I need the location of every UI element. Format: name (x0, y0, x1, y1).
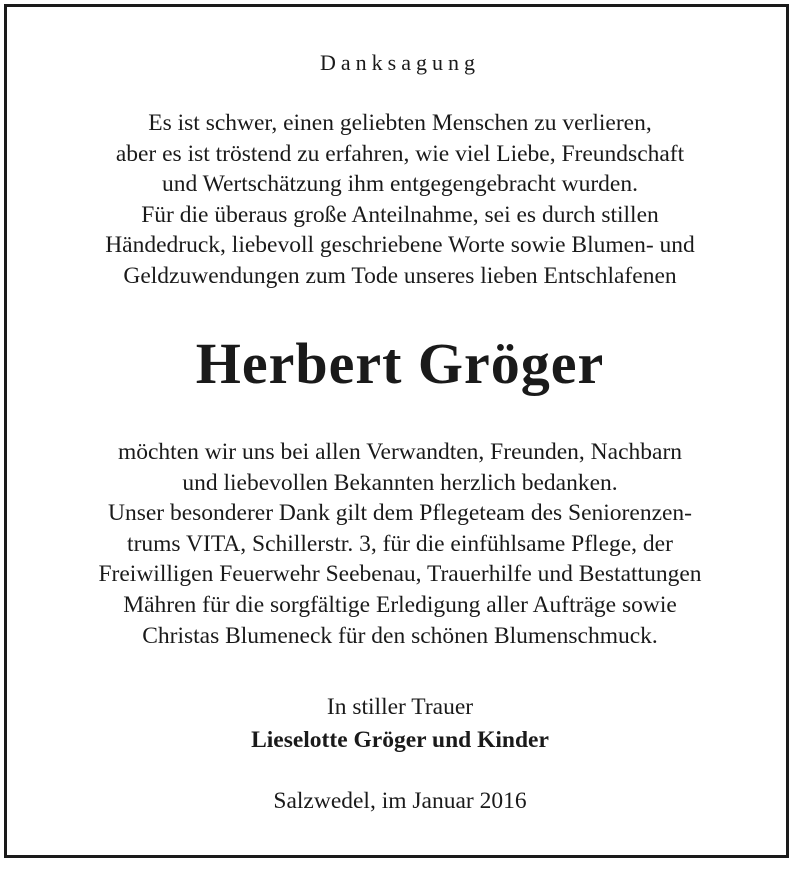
notice-heading: Danksagung (320, 50, 480, 75)
mourning-text: In stiller Trauer (326, 694, 474, 720)
thanks-line: Mähren für die sorgfältige Erledigung aller Aufträge sowie (123, 591, 677, 618)
thanks-line: möchten wir uns bei allen Verwandten, Freunden, Nachbarn (117, 439, 683, 465)
intro-line: aber es ist tröstend zu erfahren, wie viel Liebe, Freundschaft (115, 140, 685, 167)
family-signature: Lieselotte Gröger und Kinder (251, 727, 549, 753)
intro-line: und Wertschätzung ihm entgegengebracht wurden. (161, 171, 638, 198)
intro-line: Es ist schwer, einen geliebten Menschen zu verlieren, (148, 110, 652, 136)
thanks-line: Freiwilligen Feuerwehr Seebenau, Trauerhilfe und Bestattungen (98, 561, 702, 588)
intro-line: Für die überaus große Anteilnahme, sei es durch stillen (141, 201, 659, 228)
place-date: Salzwedel, im Januar 2016 (273, 788, 527, 814)
thanks-line: trums VITA, Schillerstr. 3, für die einfühlsame Pflege, der (127, 530, 673, 557)
thanks-line: Christas Blumeneck für den schönen Blumenschmuck. (142, 622, 658, 649)
thanks-line: Unser besonderer Dank gilt dem Pflegeteam des Seniorenzen- (107, 500, 693, 527)
thanks-paragraph (0, 437, 800, 651)
intro-paragraph (0, 108, 800, 292)
thanks-line: und liebevollen Bekannten herzlich bedanken. (182, 469, 618, 496)
intro-line: Geldzuwendungen zum Tode unseres lieben Entschlafenen (123, 262, 677, 289)
intro-line: Händedruck, liebevoll geschriebene Worte sowie Blumen- und (105, 232, 695, 259)
deceased-name: Herbert Gröger (195, 331, 605, 396)
